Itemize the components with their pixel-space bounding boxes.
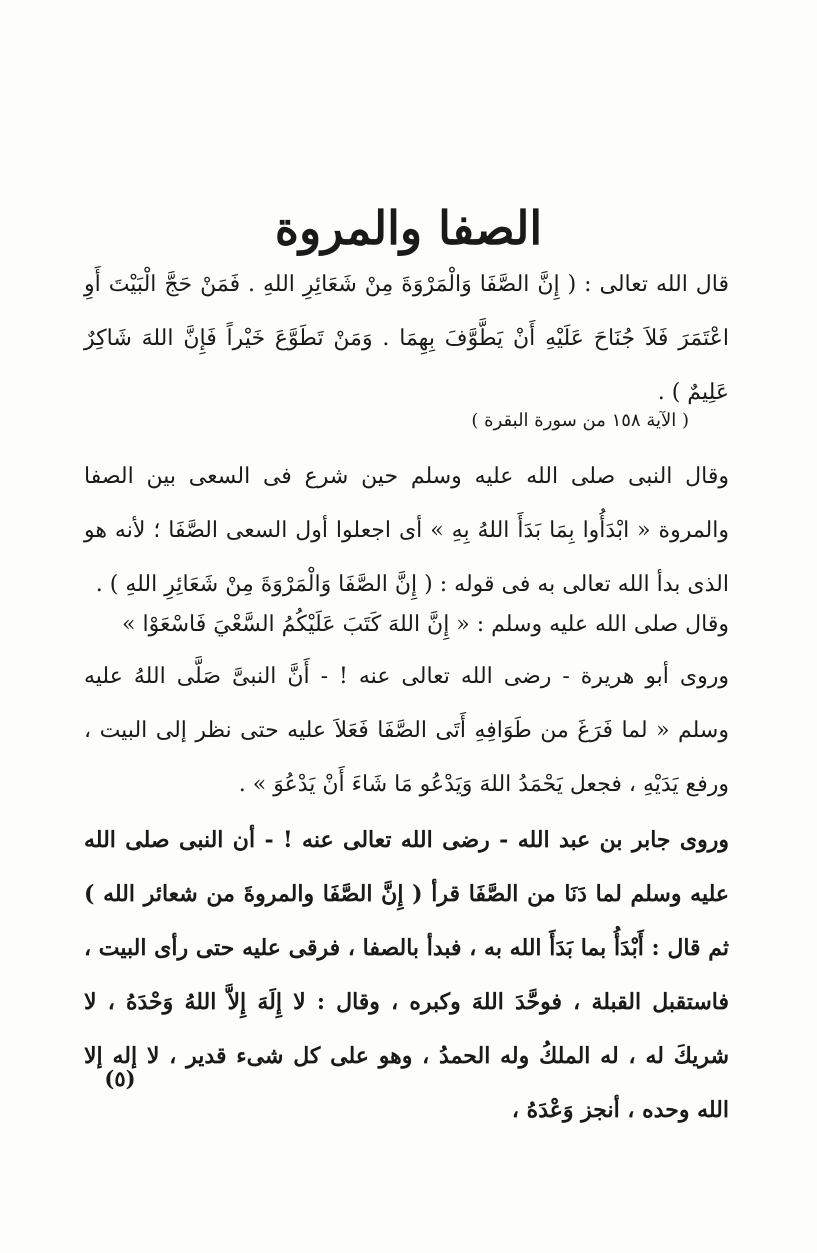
verse-citation: ( الآية ١٥٨ من سورة البقرة ): [471, 410, 689, 431]
page-title: الصفا والمروة: [274, 200, 543, 255]
paragraph-hadith-start-safa: وقال النبى صلى الله عليه وسلم حين شرع فى السعى بين الصفا والمروة « ابْدَأُوا بِمَا بَدَأَ اللهُ بِهِ » أى اجعلوا أول السعى الصَّفَا ؛ لأنه هو الذى بدأ الله تعالى به فى قوله : ( إِنَّ الصَّفَا وَالْمَرْوَةَ مِنْ شَعَائِرِ اللهِ ) .: [84, 464, 729, 597]
paragraph-hadith-sai-obligation: وقال صلى الله عليه وسلم : « إِنَّ اللهَ كَتَبَ عَلَيْكُمُ السَّعْيَ فَاسْعَوْا »: [122, 612, 729, 637]
paragraph-abu-hurayra: وروى أبو هريرة - رضى الله تعالى عنه ! - أَنَّ النبىَّ صَلَّى اللهُ عليه وسلم « لما فَرَغَ من طَوَافِهِ أَتَى الصَّفَا فَعَلاَ عليه حتى نظر إلى البيت ، ورفع يَدَيْهِ ، فجعل يَحْمَدُ اللهَ وَيَدْعُو مَا شَاءَ أَنْ يَدْعُوَ » .: [84, 664, 729, 797]
paragraph-jabir: وروى جابر بن عبد الله - رضى الله تعالى عنه ! - أن النبى صلى الله عليه وسلم لما دَنَا من الصَّفَا قرأ ( إِنَّ الصَّفَا والمروةَ من شعائر الله ) ثم قال : أَبْدَأُ بما بَدَأَ الله به ، فبدأ بالصفا ، فرقى عليه حتى رأى البيت ، فاستقبل القبلة ، فوحَّدَ اللهَ وكبره ، وقال : لا إِلَهَ إِلاَّ اللهُ وَحْدَهُ ، لا شريكَ له ، له الملكُ وله الحمدُ ، وهو على كل شىء قدير ، لا إله إلا الله وحده ، أنجز وَعْدَهُ ،: [84, 827, 729, 1123]
page-number: (٥): [104, 1066, 136, 1091]
paragraph-quran-verse: قال الله تعالى : ( إِنَّ الصَّفَا وَالْمَرْوَةَ مِنْ شَعَائِرِ اللهِ . فَمَنْ حَجَّ الْبَيْتَ أَوِ اعْتَمَرَ فَلاَ جُنَاحَ عَلَيْهِ أَنْ يَطَّوَّفَ بِهِمَا . وَمَنْ تَطَوَّعَ خَيْراً فَإِنَّ اللهَ شَاكِرٌ عَلِيمٌ ) .: [84, 272, 729, 405]
